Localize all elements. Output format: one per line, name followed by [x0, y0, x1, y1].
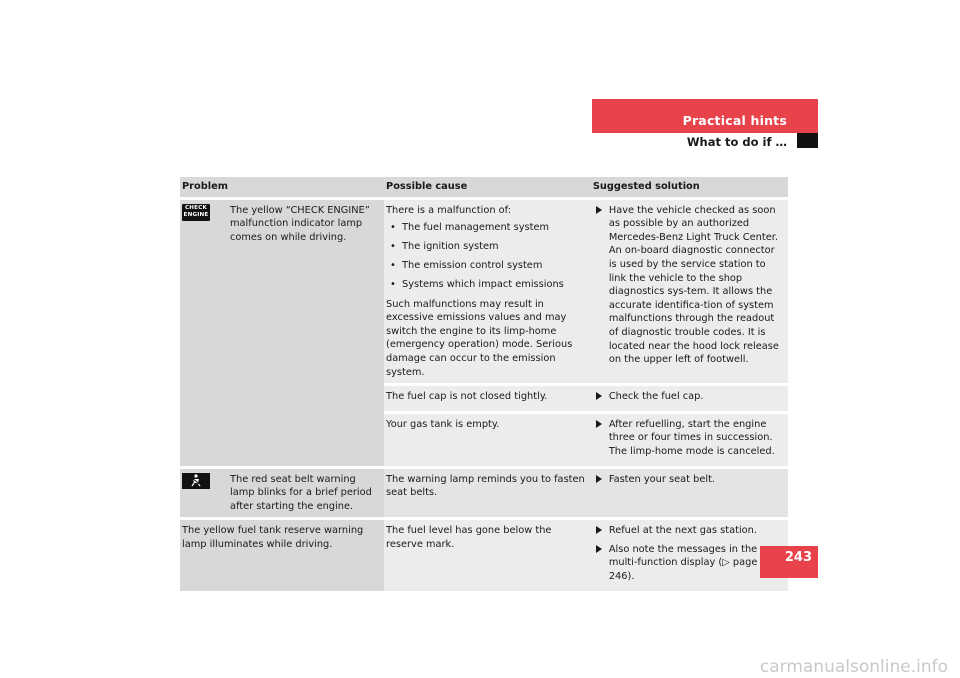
- cause-cell: [384, 197, 591, 384]
- header-tab-marker: [797, 133, 818, 148]
- cause-cell: The warning lamp reminds you to fasten seat belts.: [384, 466, 591, 518]
- section-subtitle-bar: [592, 133, 792, 148]
- action-arrow-icon: [596, 206, 602, 214]
- check-engine-icon-line2: ENGINE: [183, 211, 209, 218]
- problem-cell: [180, 197, 384, 466]
- list-item: • The ignition system: [386, 240, 587, 254]
- column-header-solution: Suggested solution: [591, 177, 788, 197]
- solution-cell: [591, 466, 788, 518]
- section-subtitle: What to do if …: [686, 135, 787, 149]
- cause-intro: There is a malfunction of:: [386, 204, 512, 216]
- problem-cell: [180, 466, 384, 518]
- action-item: [593, 524, 784, 538]
- cause-cell: The fuel level has gone below the reserve mark.: [384, 517, 591, 590]
- page-number: 243: [784, 550, 812, 565]
- troubleshooting-table: [180, 177, 788, 591]
- action-arrow-icon: [596, 545, 602, 553]
- action-item: [593, 390, 784, 404]
- action-item: [593, 204, 784, 367]
- page-number-box: [760, 546, 818, 578]
- action-arrow-icon: [596, 392, 602, 400]
- action-arrow-icon: [596, 526, 602, 534]
- action-text: Check the fuel cap.: [608, 391, 704, 403]
- problem-text: The red seat belt warning lamp blinks for a brief period after starting the engine.: [230, 473, 372, 512]
- solution-cell: [591, 517, 788, 590]
- column-header-problem: Problem: [180, 177, 384, 197]
- solution-cell: [591, 383, 788, 411]
- list-item: • The emission control system: [386, 259, 587, 273]
- table-header-row: [180, 177, 788, 197]
- action-item: [593, 473, 784, 487]
- action-arrow-icon: [596, 420, 602, 428]
- list-item: • The fuel management system: [386, 221, 587, 235]
- section-header: [592, 99, 818, 133]
- action-item: [593, 418, 784, 459]
- seat-belt-icon: [182, 473, 210, 489]
- watermark: carmanualsonline.info: [759, 657, 948, 677]
- action-text: Fasten your seat belt.: [608, 473, 716, 485]
- problem-cell: The yellow fuel tank reserve warning lamp illuminates while driving.: [180, 517, 384, 590]
- cause-cell: The fuel cap is not closed tightly.: [384, 383, 591, 411]
- check-engine-icon: [182, 204, 210, 221]
- cause-list: [386, 221, 587, 292]
- table-row: [180, 197, 788, 384]
- action-text: Also note the messages in the multi-function display (▷ page 246).: [608, 543, 758, 583]
- check-engine-icon-line1: CHECK: [184, 204, 208, 211]
- cause-cell: Your gas tank is empty.: [384, 411, 591, 466]
- action-item: [593, 543, 784, 584]
- action-arrow-icon: [596, 475, 602, 483]
- column-header-cause: Possible cause: [384, 177, 591, 197]
- problem-text: The yellow “CHECK ENGINE” malfunction indicator lamp comes on while driving.: [230, 204, 370, 243]
- table-row: [180, 466, 788, 518]
- solution-cell: [591, 411, 788, 466]
- list-item: • Systems which impact emissions: [386, 278, 587, 292]
- table-row: [180, 517, 788, 590]
- action-text: Have the vehicle checked as soon as possible by an authorized Mercedes-Benz Light Truck Center. An on-board diagnostic connector is used by the service station to link the vehicle to the shop diagnostics sys-tem. It allows the accurate identifica-tion of system malfunctions through the readout of diagnostic trouble codes. It is located near the hood lock release on the upper left of footwell.: [608, 204, 779, 366]
- action-text: After refuelling, start the engine three or four times in succession. The limp-home mode is canceled.: [608, 418, 775, 457]
- action-text: Refuel at the next gas station.: [608, 525, 757, 537]
- section-title: Practical hints: [682, 113, 787, 128]
- solution-cell: [591, 197, 788, 384]
- cause-outro: Such malfunctions may result in excessive emissions values and may switch the engine to its limp-home (emergency operation) mode. Serious damage can occur to the emission system.: [386, 298, 573, 378]
